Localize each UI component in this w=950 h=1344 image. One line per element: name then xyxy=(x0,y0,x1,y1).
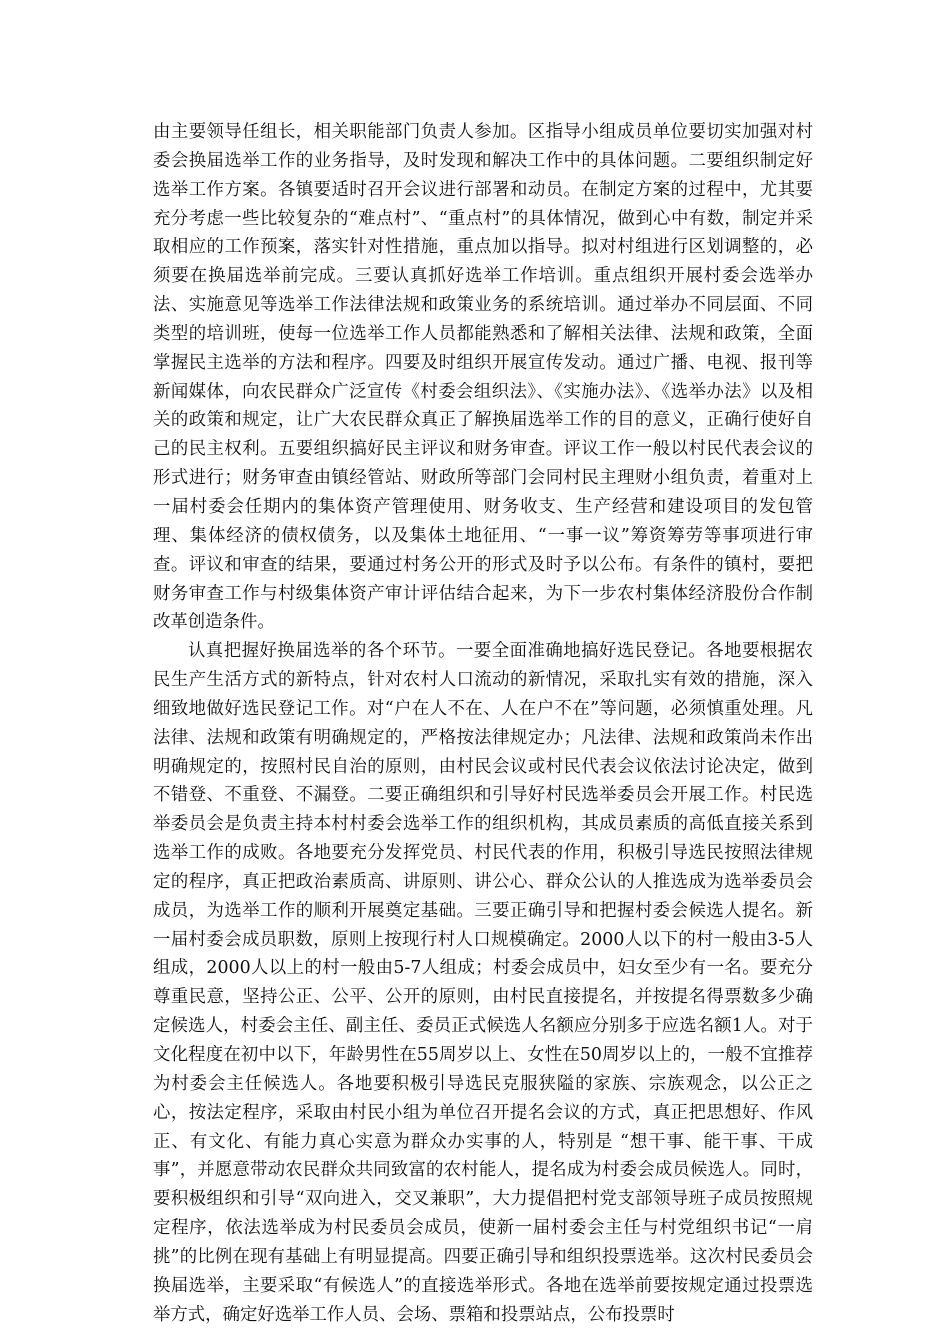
paragraph-election-preparation: 由主要领导任组长，相关职能部门负责人参加。区指导小组成员单位要切实加强对村委会换届选举工作的业务指导，及时发现和解决工作中的具体问题。二要组织制定好选举工作方案。各镇要适时召开会议进行部署和动员。在制定方案的过程中，尤其要充分考虑一些比较复杂的“难点村”、“重点村”的具体情况，做到心中有数，制定并采取相应的工作预案，落实针对性措施，重点加以指导。拟对村组进行区划调整的，必须要在换届选举前完成。三要认真抓好选举工作培训。重点组织开展村委会选举办法、实施意见等选举工作法律法规和政策业务的系统培训。通过举办不同层面、不同类型的培训班，使每一位选举工作人员都能熟悉和了解相关法律、法规和政策，全面掌握民主选举的方法和程序。四要及时组织开展宣传发动。通过广播、电视、报刊等新闻媒体，向农民群众广泛宣传《村委会组织法》、《实施办法》、《选举办法》以及相关的政策和规定，让广大农民群众真正了解换届选举工作的目的意义，正确行使好自己的民主权利。五要组织搞好民主评议和财务审查。评议工作一般以村民代表会议的形式进行；财务审查由镇经管站、财政所等部门会同村民主理财小组负责，着重对上一届村委会任期内的集体资产管理使用、财务收支、生产经营和建设项目的发包管理、集体经济的债权债务，以及集体土地征用、“一事一议”筹资筹劳等事项进行审查。评议和审查的结果，要通过村务公开的形式及时予以公布。有条件的镇村，要把财务审查工作与村级集体资产审计评估结合起来，为下一步农村集体经济股份合作制改革创造条件。 xyxy=(153,122,813,633)
paragraph-election-procedures: 认真把握好换届选举的各个环节。一要全面准确地搞好选民登记。各地要根据农民生产生活方式的新特点，针对农村人口流动的新情况，采取扎实有效的措施，深入细致地做好选民登记工作。对“户在人不在、人在户不在”等问题，必须慎重处理。凡法律、法规和政策有明确规定的，严格按法律规定办；凡法律、法规和政策尚未作出明确规定的，按照村民自治的原则，由村民会议或村民代表会议依法讨论决定，做到不错登、不重登、不漏登。二要正确组织和引导好村民选举委员会开展工作。村民选举委员会是负责主持本村村委会选举工作的组织机构，其成员素质的高低直接关系到选举工作的成败。各地要充分发挥党员、村民代表的作用，积极引导选民按照法律规定的程序，真正把政治素质高、讲原则、讲公心、群众公认的人推选成为选举委员会成员，为选举工作的顺利开展奠定基础。三要正确引导和把握村委会候选人提名。新一届村委会成员职数，原则上按现行村人口规模确定。2000人以下的村一般由3-5人组成，2000人以上的村一般由5-7人组成；村委会成员中，妇女至少有一名。要充分尊重民意，坚持公正、公平、公开的原则，由村民直接提名，并按提名得票数多少确定候选人，村委会主任、副主任、委员正式候选人名额应分别多于应选名额1人。对于文化程度在初中以下，年龄男性在55周岁以上、女性在50周岁以上的，一般不宜推荐为村委会主任候选人。各地要积极引导选民克服狭隘的家族、宗族观念，以公正之心，按法定程序，采取由村民小组为单位召开提名会议的方式，真正把思想好、作风正、有文化、有能力真心实意为群众办实事的人，特别是 “想干事、能干事、干成事”，并愿意带动农民群众共同致富的农村能人，提名成为村委会成员候选人。同时，要积极组织和引导“双向进入，交叉兼职”，大力提倡把村党支部领导班子成员按照规定程序，依法选举成为村民委员会成员，使新一届村委会主任与村党组织书记“一肩挑”的比例在现有基础上有明显提高。四要正确引导和组织投票选举。这次村民委员会换届选举，主要采取“有候选人”的直接选举形式。各地在选举前要按规定通过投票选举方式，确定好选举工作人员、会场、票箱和投票站点，公布投票时 xyxy=(153,641,813,1325)
document-body xyxy=(153,118,813,1329)
